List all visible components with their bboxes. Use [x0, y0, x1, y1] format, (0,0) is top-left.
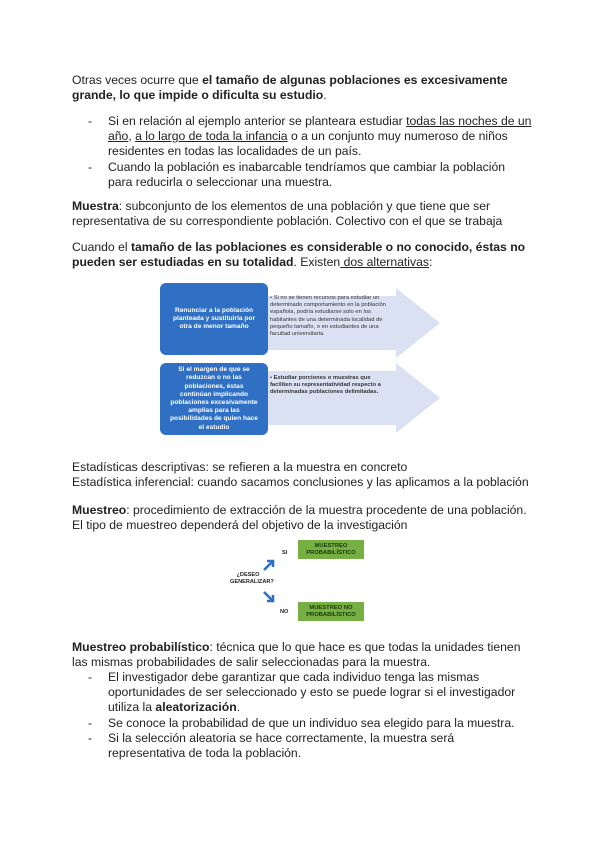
paragraph-text: . Existen — [293, 255, 341, 270]
intro-paragraph — [72, 73, 532, 103]
list-item-text: El investigador debe garantizar que cada individuo tenga las mismas oportunidades de ser seleccionado y esto se puede lograr si el investigador utiliza la — [108, 670, 516, 715]
term-muestreo: Muestreo — [72, 503, 127, 517]
bold-text: tamaño de las poblaciones es considerable o no conocido, éstas no pueden ser estudiadas en su totalidad — [72, 240, 526, 270]
list-item-text: Se conoce la probabilidad de que un individuo sea elegido para la muestra. — [108, 715, 515, 730]
alternative-box-2: Si el margen de que se reduzcan o no las poblaciones, éstas continúan implicando poblaciones excesivamente amplias para las posibilidades de quien hace el estudio — [160, 363, 268, 435]
definition-text: : procedimiento de extracción de la muestra procedente de una población. El tipo de muestreo dependerá del objetivo de la investigación — [72, 503, 527, 533]
definition-text: : técnica que lo que hace es que todas la unidades tienen las mismas probabilidades de salir seleccionadas para la muestra. — [72, 640, 521, 670]
intro-post: . — [323, 88, 327, 103]
paragraph-text: Cuando el — [72, 240, 131, 254]
list-item-text: o a un conjunto muy numeroso de niños residentes en todas las localidades de un país. — [108, 129, 508, 159]
list-item-text: . — [236, 700, 241, 715]
estadisticas-paragraph — [72, 460, 532, 490]
si-label: SI — [282, 550, 288, 556]
list-item-text: Si en relación al ejemplo anterior se planteara estudiar — [108, 114, 407, 128]
alternative-text-2: • Estudiar porciones o muestras que faciliten su representatividad respecto a determinadas poblaciones delimitadas. — [270, 375, 381, 396]
tamano-paragraph — [72, 240, 532, 270]
list-item — [72, 114, 532, 160]
list-alternatives-example — [72, 114, 532, 190]
alternative-text-2-content: Estudiar porciones o muestras que faciliten su representatividad respecto a determinadas poblaciones delimitadas. — [270, 375, 381, 396]
list-item-text: , — [128, 129, 136, 144]
estadisticas-inferencial: Estadística inferencial: cuando sacamos conclusiones y las aplicamos a la población — [72, 475, 529, 490]
paragraph-text: : — [428, 255, 433, 270]
arrow-up-right-icon — [262, 558, 276, 572]
definition-text: : subconjunto de los elementos de una población y que tiene que ser representativa de su correspondiente población. Colectivo con el que se trabaja — [72, 199, 503, 229]
estadisticas-descriptivas: Estadísticas descriptivas: se refieren a la muestra en concreto — [72, 460, 408, 474]
list-item — [72, 160, 532, 190]
underlined-text: todas las noches de un año — [108, 114, 532, 144]
arrow-shape-2 — [256, 363, 440, 433]
non-probabilistic-box: MUESTREO NO PROBABILÍSTICO — [298, 602, 364, 621]
list-item-text: Cuando la población es inabarcable tendríamos que cambiar la población para reducirla o seleccionar una muestra. — [108, 159, 506, 189]
term-muestra: Muestra — [72, 199, 119, 213]
bold-text: aleatorización — [155, 700, 237, 715]
list-item — [72, 716, 532, 731]
arrow-down-right-icon — [262, 590, 276, 604]
term-muestreo-probabilistico: Muestreo probabilístico — [72, 640, 210, 654]
intro-bold: el tamaño de algunas poblaciones es excesivamente grande, lo que impide o dificulta su estudio — [72, 73, 508, 103]
muestreo-definition — [72, 503, 532, 533]
list-item — [72, 731, 532, 761]
probabilistico-definition — [72, 640, 532, 670]
list-probabilistico — [72, 670, 532, 761]
intro-pre: Otras veces ocurre que — [72, 73, 203, 87]
list-item — [72, 670, 532, 716]
list-item-text: Si la selección aleatoria se hace correctamente, la muestra será representativa de toda la población. — [108, 730, 455, 761]
muestra-definition — [72, 199, 532, 229]
alternative-text-1: • Si no se tienen recursos para estudiar un determinado comportamiento en la población española, podría estudiarse solo en los habitantes de una determinada localidad de pequeño tamaño, o en estudiantes de una facultad universitaria. — [270, 295, 387, 338]
no-label: NO — [280, 609, 289, 615]
alternatives-diagram — [160, 283, 440, 443]
alternative-text-1-content: Si no se tienen recursos para estudiar un determinado comportamiento en la población española, podría estudiarse solo en los habitantes de una determinada localidad de pequeño tamaño, o en estudiantes de una facultad universitaria. — [270, 295, 387, 338]
underlined-text: dos alternativas — [340, 255, 429, 270]
question-label: ¿DESEO GENERALIZAR? — [230, 572, 274, 585]
alternative-box-1: Renunciar a la población planteada y sustituirla por otra de menor tamaño — [160, 283, 268, 355]
underlined-text: a lo largo de toda la infancia — [135, 129, 288, 144]
probabilistic-box: MUESTREO PROBABILÍSTICO — [298, 540, 364, 559]
muestreo-diagram — [230, 538, 370, 620]
